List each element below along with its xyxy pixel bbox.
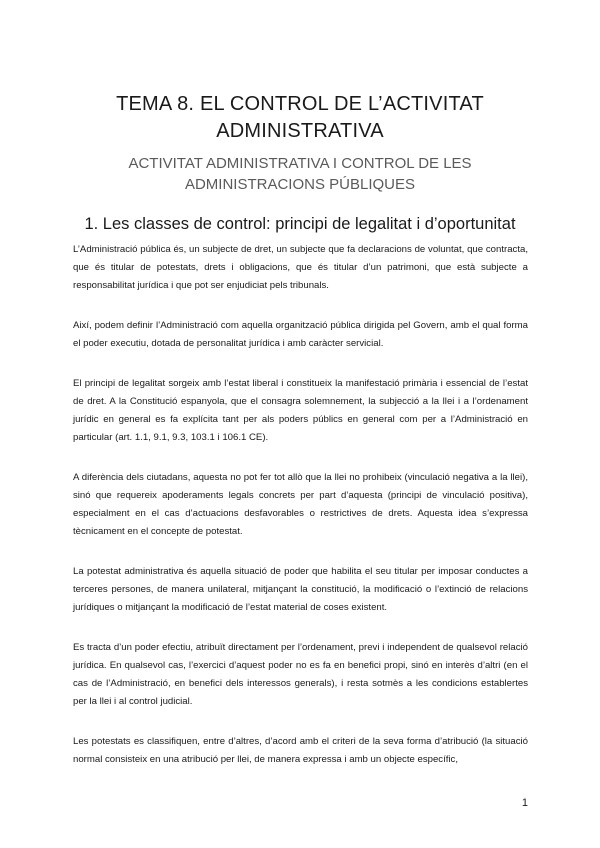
paragraph: Les potestats es classifiquen, entre d’altres, d’acord amb el criteri de la seva forma d’atribució (la situació normal consisteix en una atribució per llei, de manera expressa i amb un objecte específic,: [73, 736, 528, 765]
document-title: TEMA 8. EL CONTROL DE L’ACTIVITAT ADMINISTRATIVA: [116, 93, 484, 142]
paragraph: El principi de legalitat sorgeix amb l’estat liberal i constitueix la manifestació primària i essencial de l’estat de dret. A la Constitució espanyola, que el consagra solemnement, la subjecció a la llei i a l’ordenament jurídic en general es fa explícita tant per als poders públics en general com per a l’Administració en particular (art. 1.1, 9.1, 9.3, 103.1 i 106.1 CE).: [73, 378, 528, 443]
paragraph: A diferència dels ciutadans, aquesta no pot fer tot allò que la llei no prohibeix (vinculació negativa a la llei), sinó que requereix apoderaments legals concrets per part d’aquesta (principi de vinculació positiva), especialment en el cas d’actuacions desfavorables o restrictives de drets. Aquesta idea s’expressa tècnicament en el concepte de potestat.: [73, 472, 528, 537]
page-number: 1: [521, 797, 528, 809]
paragraph: Es tracta d’un poder efectiu, atribuït directament per l’ordenament, previ i independent de qualsevol relació jurídica. En qualsevol cas, l’exercici d’aquest poder no es fa en benefici propi, sinó en interès d’altri (en el cas de l’Administració, en benefici dels interessos generals), i resta sotmès a les condicions establertes per la llei i al control judicial.: [73, 642, 528, 707]
paragraph: La potestat administrativa és aquella situació de poder que habilita el seu titular per imposar conductes a terceres persones, de manera unilateral, mitjançant la constitució, la modificació o l’extinció de relacions jurídiques o mitjançant la modificació de l’estat material de coses existent.: [73, 566, 528, 613]
section-heading: 1. Les classes de control: principi de legalitat i d’oportunitat: [84, 215, 516, 233]
paragraph: Així, podem definir l’Administració com aquella organització pública dirigida pel Govern, amb el qual forma el poder executiu, dotada de personalitat jurídica i amb caràcter servicial.: [73, 320, 528, 349]
paragraph: L’Administració pública és, un subjecte de dret, un subjecte que fa declaracions de voluntat, que contracta, que és titular de potestats, drets i obligacions, que és titular d’un patrimoni, que està subjecte a responsabilitat jurídica i que pot ser enjudiciat pels tribunals.: [73, 244, 528, 291]
document-body: [73, 241, 528, 791]
document-subtitle: ACTIVITAT ADMINISTRATIVA I CONTROL DE LES ADMINISTRACIONS PÚBLIQUES: [128, 155, 472, 193]
